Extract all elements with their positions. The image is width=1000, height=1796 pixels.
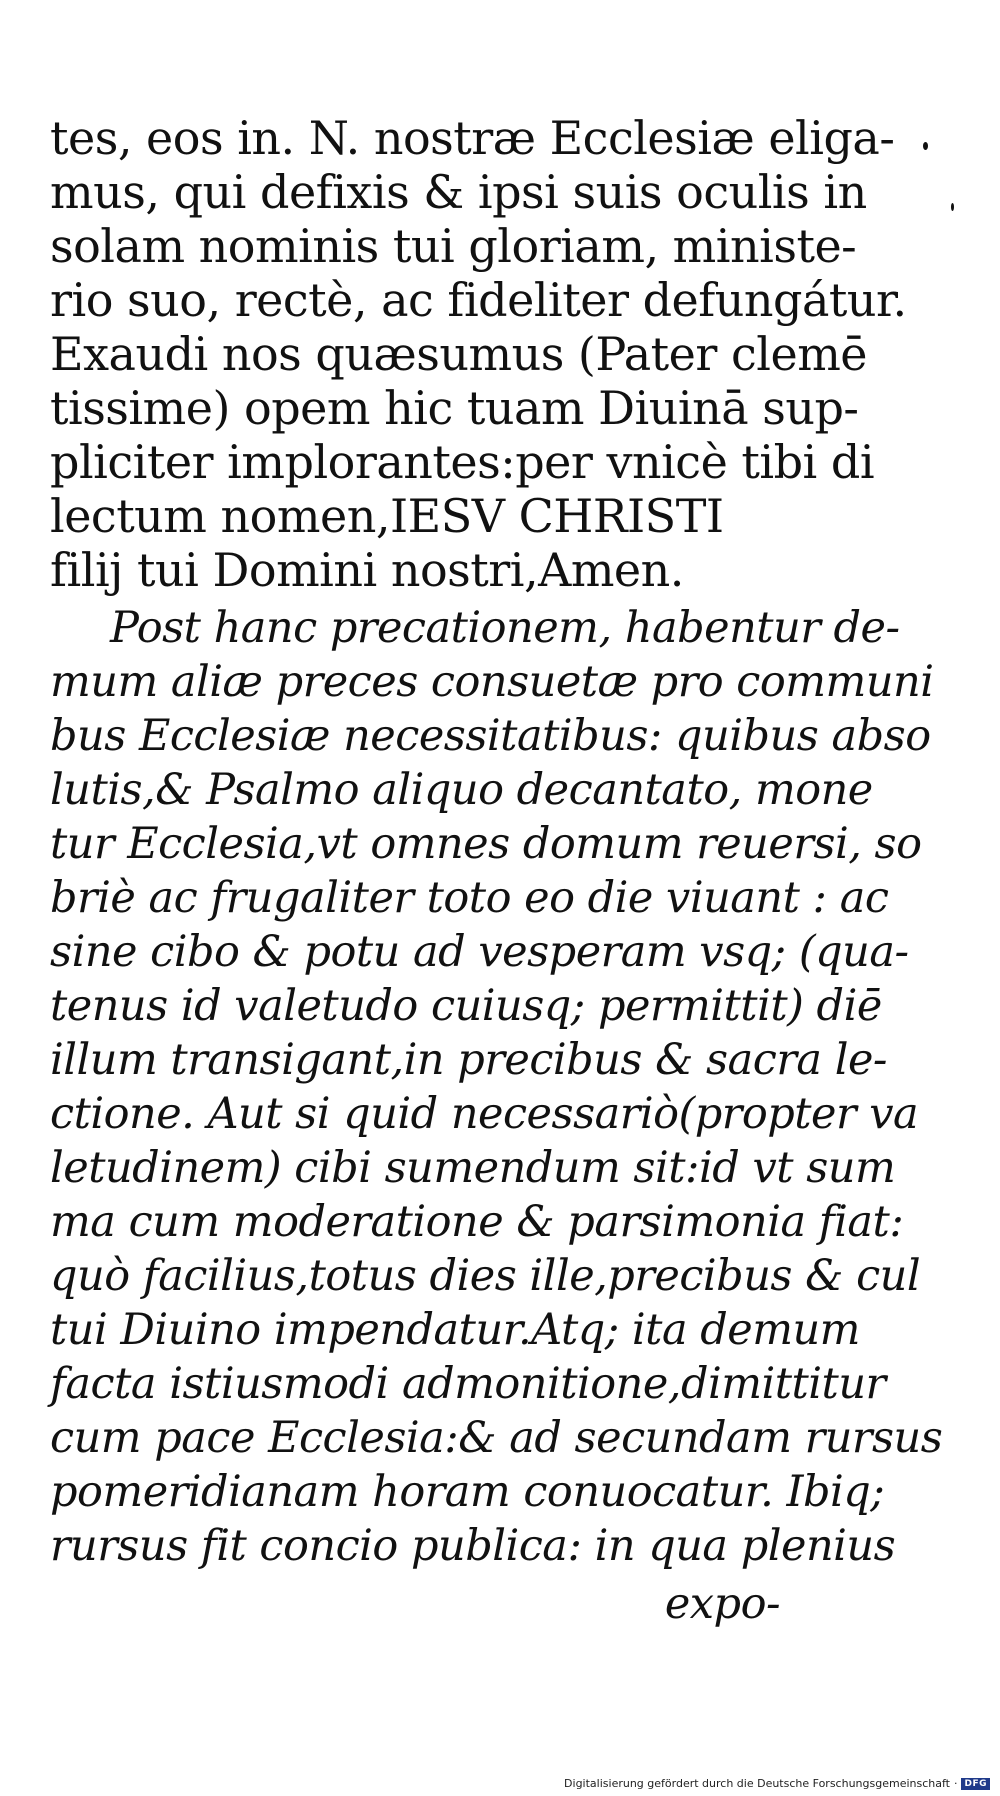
text-line: mum aliæ preces consuetæ pro communi [50, 657, 934, 707]
text-line: facta istiusmodi admonitione,dimittitur [50, 1359, 886, 1409]
text-line: filij tui Domini nostri,Amen. [50, 543, 684, 597]
text-line: rio suo, rectè, ac fideliter defungátur. [50, 273, 907, 327]
text-line: pliciter implorantes:per vnicè tibi di [50, 435, 875, 489]
text-line: tes, eos in. N. nostræ Ecclesiæ eliga- [50, 111, 895, 165]
text-line: Exaudi nos quæsumus (Pater clemē [50, 327, 868, 381]
scan-speck [951, 203, 954, 211]
credit-text: Digitalisierung gefördert durch die Deutsche Forschungsgemeinschaft [564, 1777, 950, 1790]
dfg-logo-icon: DFG [961, 1778, 990, 1790]
text-line: rursus fit concio publica: in qua plenius [50, 1521, 896, 1571]
text-line: lectum nomen,IESV CHRISTI [50, 489, 724, 543]
text-line: ma cum moderatione & parsimonia fiat: [50, 1197, 904, 1247]
text-line: bus Ecclesiæ necessitatibus: quibus abso [50, 711, 931, 761]
text-line: illum transigant,in precibus & sacra le- [50, 1035, 887, 1085]
catchword: expo- [664, 1579, 780, 1629]
text-line: ctione. Aut si quid necessariò(propter va [50, 1089, 919, 1139]
text-line: quò facilius,totus dies ille,precibus & cul [50, 1251, 921, 1301]
text-line: sine cibo & potu ad vesperam vsq; (qua- [50, 927, 909, 977]
text-line: pomeridianam horam conuocatur. Ibiq; [50, 1467, 885, 1517]
text-line: cum pace Ecclesia:& ad secundam rursus [50, 1413, 943, 1463]
text-line: mus, qui defixis & ipsi suis oculis in [50, 165, 867, 219]
text-line: tenus id valetudo cuiusq; permittit) diē [50, 981, 882, 1031]
text-line: briè ac frugaliter toto eo die viuant : ac [50, 873, 889, 923]
text-line: tui Diuino impendatur.Atq; ita demum [50, 1305, 860, 1355]
text-line: letudinem) cibi sumendum sit:id vt sum [50, 1143, 896, 1193]
text-line: tissime) opem hic tuam Diuinā sup- [50, 381, 859, 435]
text-line: tur Ecclesia,vt omnes domum reuersi, so [50, 819, 922, 869]
text-line: solam nominis tui gloriam, ministe- [50, 219, 857, 273]
digitization-credit: Digitalisierung gefördert durch die Deutsche Forschungsgemeinschaft · DFG [564, 1777, 990, 1790]
text-line: Post hanc precationem, habentur de- [110, 603, 900, 653]
scan-speck [923, 142, 928, 150]
text-line: lutis,& Psalmo aliquo decantato, mone [50, 765, 873, 815]
